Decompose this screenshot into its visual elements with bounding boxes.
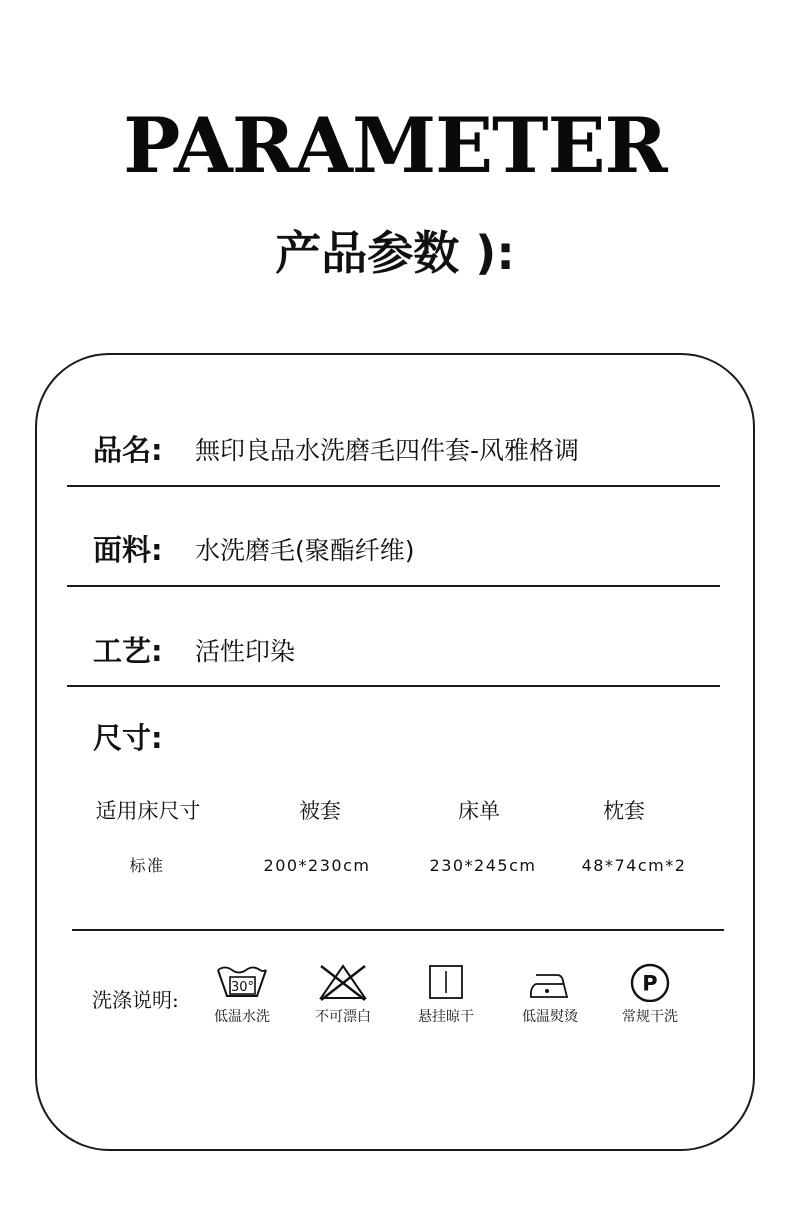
care-instructions-label: 洗涤说明: [92, 988, 179, 1012]
care-label-wash: 低温水洗 [214, 1009, 270, 1025]
hang-dry-icon [419, 962, 473, 1002]
size-cell-bed: 标准 [129, 856, 165, 875]
care-label-hang-dry: 悬挂晾干 [418, 1009, 474, 1025]
care-item-low-iron [505, 962, 595, 1024]
size-header-duvet-cover: 被套 [299, 799, 341, 823]
care-label-low-iron: 低温熨烫 [522, 1009, 578, 1025]
care-label-dry-clean: 常规干洗 [622, 1009, 678, 1025]
fabric-value: 水洗磨毛(聚酯纤维) [195, 536, 415, 565]
product-name-value: 無印良品水洗磨毛四件套-风雅格调 [195, 436, 580, 465]
size-cell-bed-sheet: 230*245cm [429, 856, 537, 875]
size-header-bed-sheet: 床单 [458, 799, 500, 823]
page-title-cn: 产品参数 ): [275, 226, 515, 280]
divider [67, 485, 720, 487]
care-item-no-bleach [298, 962, 388, 1024]
craft-label: 工艺: [93, 634, 163, 668]
size-cell-pillowcase: 48*74cm*2 [581, 856, 687, 875]
divider [72, 929, 724, 931]
dry-clean-p-icon [623, 962, 677, 1002]
craft-value: 活性印染 [195, 637, 296, 666]
care-item-dry-clean [605, 962, 695, 1024]
product-name-label: 品名: [93, 433, 163, 467]
care-item-wash [197, 962, 287, 1024]
size-header-bed: 适用床尺寸 [95, 799, 201, 823]
page-title-en: PARAMETER [123, 101, 667, 190]
size-header-pillowcase: 枕套 [603, 799, 645, 823]
no-bleach-icon [316, 962, 370, 1002]
size-cell-duvet-cover: 200*230cm [263, 856, 371, 875]
svg-text:P: P [642, 971, 658, 996]
low-iron-icon [523, 962, 577, 1002]
svg-text:30°: 30° [230, 980, 255, 995]
size-label: 尺寸: [93, 721, 163, 755]
fabric-label: 面料: [93, 533, 163, 567]
divider [67, 585, 720, 587]
wash-30-icon [215, 962, 269, 1002]
divider [67, 685, 720, 687]
care-item-hang-dry [401, 962, 491, 1024]
care-label-no-bleach: 不可漂白 [315, 1009, 371, 1025]
